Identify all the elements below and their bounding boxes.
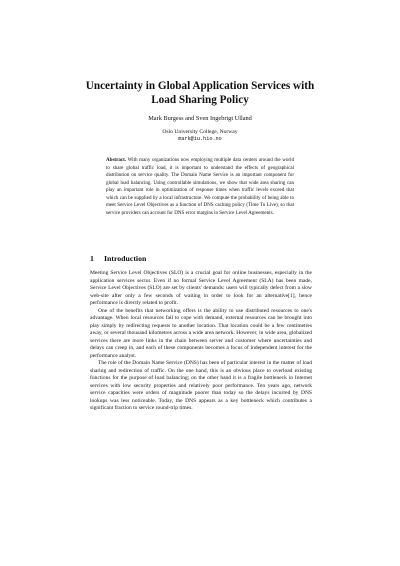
affiliation-block — [60, 129, 340, 143]
section-heading — [90, 254, 146, 263]
abstract — [106, 157, 294, 217]
paper-title — [70, 79, 330, 107]
title-line-2: Load Sharing Policy — [151, 94, 249, 106]
authors: Mark Burgess and Sven Ingebrigt Ulland — [148, 115, 252, 122]
author-email: mark@iu.hio.no — [178, 136, 222, 142]
section-number: 1 — [90, 254, 94, 263]
affiliation: Oslo University College, Norway — [162, 129, 238, 135]
paragraph: Meeting Service Level Objectives (SLO) is a crucial goal for online businesses, especially in the application services sector. Even if no formal Service Level Agreement (SLA) has been made, Service Level Objectives (SLO) are set by clients' demands: users will typically defect from a slow web-site after only a few seconds of waiting in order to look for an alternative[1], hence performance is directly related to profit. — [90, 270, 312, 306]
abstract-label: Abstract. — [106, 157, 127, 163]
paragraph: One of the benefits that networking offers is the ability to use distributed resources to one's advantage. When local resources fail to cope with demand, external resources can be brought into play simply by redirecting requests to another location. That location could be a few centimetres away, or several thousand kilometres across a wide area network. However, in wide area, globalized services there are more links in the chain between server and customer where uncertainties and delays can creep in, and each of these components becomes a focus of independent interest for the performance analyst. — [90, 307, 312, 359]
abstract-text: With many organizations now employing multiple data centers around the world to share global traffic load, it is important to understand the effects of geographical distribution on service quality. The Domain Name Service is an important component for global load balancing. Using controllable simulations, we show that wide area sharing can play an important role in optimization of response times when traffic levels exceed that which can be supplied by a local infrastructure. We compute the probability of being able to meet Service Level Objectives as a function of DNS caching policy (Time To Live), so that service providers can account for DNS error margins in Service Level Agreements. — [106, 157, 294, 216]
title-line-1: Uncertainty in Global Application Services with — [85, 80, 315, 92]
section-title: Introduction — [104, 254, 147, 263]
body-text — [90, 270, 312, 413]
paragraph: The role of the Domain Name Service (DNS) has been of particular interest in the matter of load sharing and redirection of traffic. On the one hand, this is an obvious place to overload existing functions for the purpose of load balancing; on the other hand it is a fragile bottleneck in Internet services with low security properties and relatively poor performance. Ten years ago, network service capacities were orders of magnitude poorer than today so the delays incurred by DNS lookups was less noticeable. Today, the DNS appears as a key bottleneck which contributes a significant fraction to service round-trip times. — [90, 360, 312, 411]
